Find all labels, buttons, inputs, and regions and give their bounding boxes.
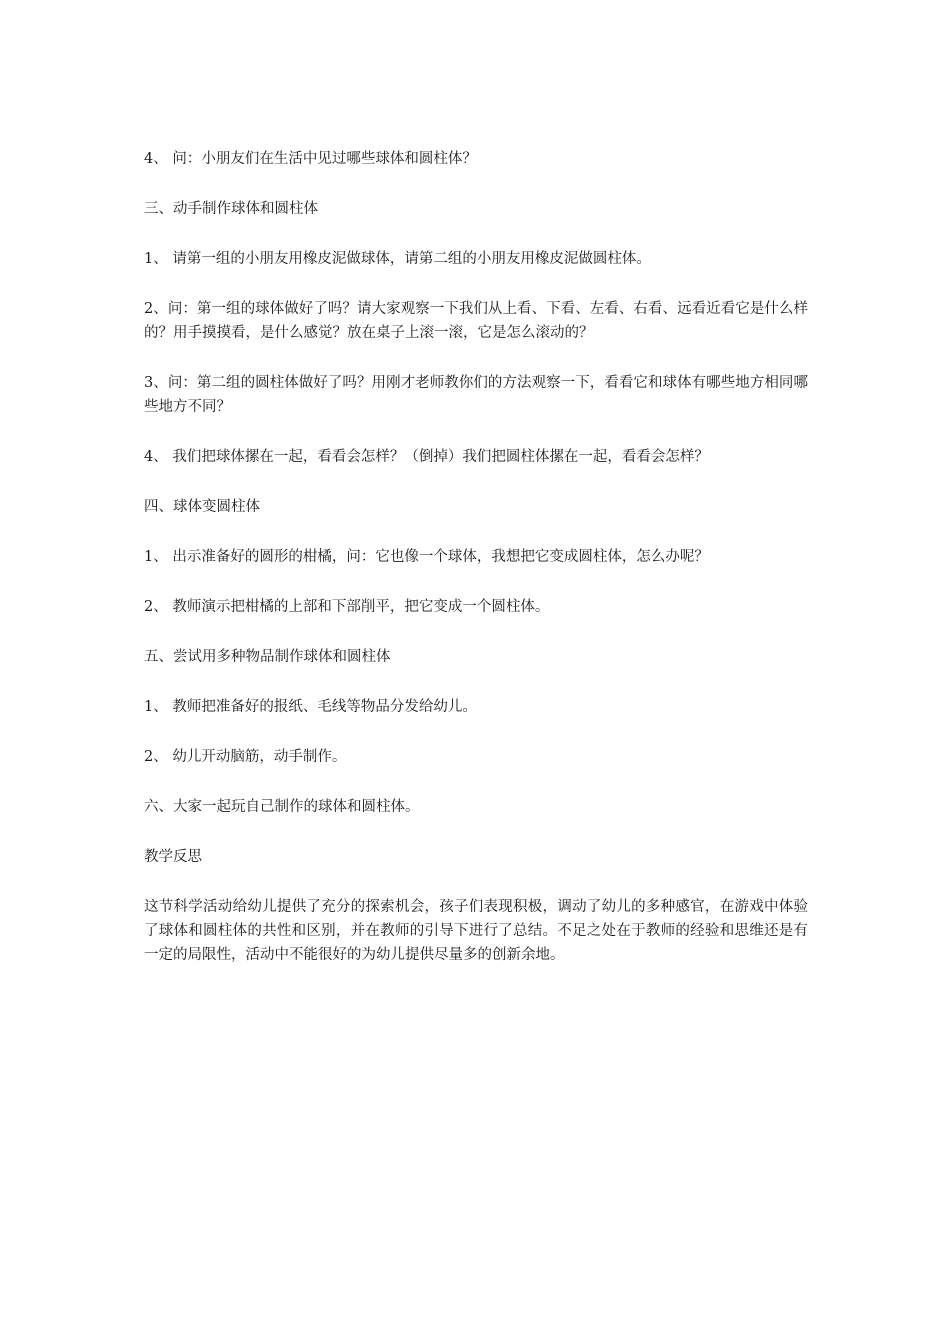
section-heading-5: 五、尝试用多种物品制作球体和圆柱体 (144, 649, 391, 665)
step-item-2: 2、问：第一组的球体做好了吗？请大家观察一下我们从上看、下看、左看、右看、远看近看它是什么样的？用手摸摸看，是什么感觉？放在桌子上滚一滚，它是怎么滚动的？ (144, 301, 808, 341)
question-item-4: 4、 问：小朋友们在生活中见过哪些球体和圆柱体？ (144, 151, 477, 167)
step-item-3: 3、问：第二组的圆柱体做好了吗？用刚才老师教你们的方法观察一下，看看它和球体有哪些地方相同哪些地方不同？ (144, 375, 808, 415)
reflection-text: 这节科学活动给幼儿提供了充分的探索机会，孩子们表现积极，调动了幼儿的多种感官，在游戏中体验了球体和圆柱体的共性和区别，并在教师的引导下进行了总结。不足之处在于教师的经验和思维还是有一定的局限性，活动中不能很好的为幼儿提供尽量多的创新余地。 (144, 899, 808, 963)
reflection-heading: 教学反思 (144, 849, 202, 865)
step-item-2: 2、 幼儿开动脑筋，动手制作。 (144, 749, 347, 765)
step-item-2: 2、 教师演示把柑橘的上部和下部削平，把它变成一个圆柱体。 (144, 599, 550, 615)
step-item-4: 4、 我们把球体摞在一起，看看会怎样？（倒掉）我们把圆柱体摞在一起，看看会怎样？ (144, 449, 709, 465)
step-item-1: 1、 请第一组的小朋友用橡皮泥做球体，请第二组的小朋友用橡皮泥做圆柱体。 (144, 251, 651, 267)
step-item-1: 1、 出示准备好的圆形的柑橘，问：它也像一个球体，我想把它变成圆柱体，怎么办呢？ (144, 549, 709, 565)
step-item-1: 1、 教师把准备好的报纸、毛线等物品分发给幼儿。 (144, 699, 477, 715)
section-heading-6: 六、大家一起玩自己制作的球体和圆柱体。 (144, 799, 420, 815)
document-body (144, 147, 808, 993)
section-heading-3: 三、动手制作球体和圆柱体 (144, 201, 318, 217)
section-heading-4: 四、球体变圆柱体 (144, 499, 260, 515)
